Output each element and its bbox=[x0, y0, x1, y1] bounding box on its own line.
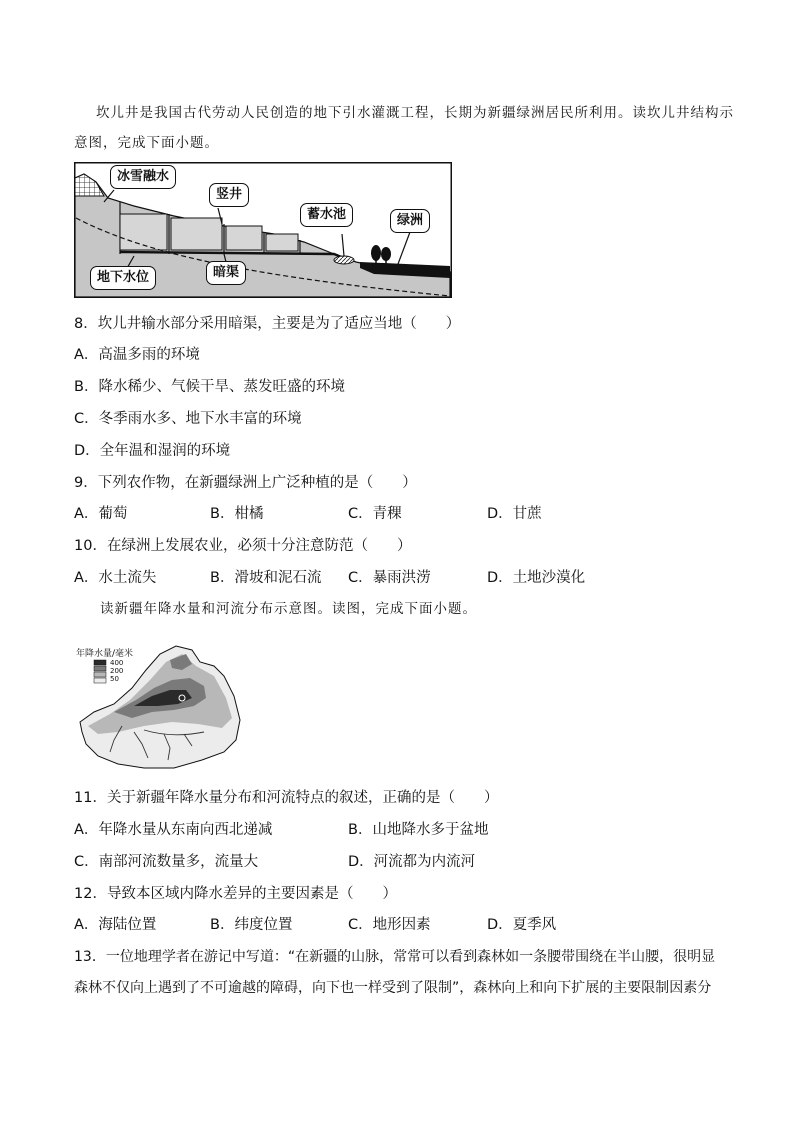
legend-swatch-50 bbox=[94, 672, 106, 677]
q12-option-d: D．夏季风 bbox=[487, 917, 557, 933]
q8-option-b: B．降水稀少、气候干旱、蒸发旺盛的环境 bbox=[74, 379, 345, 395]
question-8: 8．坎儿井输水部分采用暗渠，主要是为了适应当地（ ） bbox=[74, 316, 461, 332]
question-9: 9．下列农作物，在新疆绿洲上广泛种植的是（ ） bbox=[74, 475, 417, 491]
block-3 bbox=[226, 226, 262, 250]
q12-option-a: A．海陆位置 bbox=[74, 917, 157, 933]
label-reservoir: 蓄水池 bbox=[300, 203, 353, 227]
q11-option-d: D．河流都为内流河 bbox=[348, 854, 476, 870]
question-12: 12．导致本区域内降水差异的主要因素是（ ） bbox=[74, 886, 397, 902]
intro-2: 读新疆年降水量和河流分布示意图。读图，完成下面小题。 bbox=[100, 601, 477, 617]
intro-line-2: 意图，完成下面小题。 bbox=[74, 135, 219, 151]
q10-option-c: C．暴雨洪涝 bbox=[348, 570, 431, 586]
reservoir bbox=[334, 256, 354, 264]
karez-diagram bbox=[74, 162, 452, 298]
q8-option-d: D．全年温和湿润的环境 bbox=[74, 443, 231, 459]
legend-swatch-400 bbox=[94, 660, 106, 665]
legend-swatch-low bbox=[94, 678, 106, 683]
q9-option-d: D．甘蔗 bbox=[487, 506, 542, 522]
q10-option-a: A．水土流失 bbox=[74, 570, 157, 586]
legend-value-200: 200 bbox=[110, 667, 124, 675]
q9-option-a: A．葡萄 bbox=[74, 506, 128, 522]
precipitation-map bbox=[74, 640, 244, 772]
label-oasis: 绿洲 bbox=[390, 209, 430, 233]
legend-value-400: 400 bbox=[110, 659, 124, 667]
question-13-line-2: 森林不仅向上遇到了不可逾越的障碍，向下也一样受到了限制”，森林向上和向下扩展的主要限制因素分 bbox=[74, 980, 712, 996]
legend-title: 年降水量/毫米 bbox=[76, 649, 134, 659]
label-groundwater: 地下水位 bbox=[90, 266, 156, 290]
label-snowmelt: 冰雪融水 bbox=[110, 165, 176, 189]
question-11: 11．关于新疆年降水量分布和河流特点的叙述，正确的是（ ） bbox=[74, 790, 499, 806]
q8-option-c: C．冬季雨水多、地下水丰富的环境 bbox=[74, 411, 302, 427]
q10-option-d: D．土地沙漠化 bbox=[487, 570, 586, 586]
q12-option-b: B．纬度位置 bbox=[210, 917, 293, 933]
q11-option-c: C．南部河流数量多，流量大 bbox=[74, 854, 259, 870]
map-graphic bbox=[74, 640, 244, 772]
legend-swatch-200 bbox=[94, 666, 106, 671]
q9-option-b: B．柑橘 bbox=[210, 506, 264, 522]
q12-option-c: C．地形因素 bbox=[348, 917, 431, 933]
intro-line-1: 坎儿井是我国古代劳动人民创造的地下引水灌溉工程，长期为新疆绿洲居民所利用。读坎儿井结构示 bbox=[96, 105, 734, 121]
block-2 bbox=[171, 218, 222, 250]
label-shaft: 竖井 bbox=[209, 183, 249, 207]
q11-option-b: B．山地降水多于盆地 bbox=[348, 822, 489, 838]
block-4 bbox=[266, 234, 298, 251]
q9-option-c: C．青稞 bbox=[348, 506, 402, 522]
legend-value-50: 50 bbox=[110, 675, 119, 683]
label-channel: 暗渠 bbox=[206, 261, 246, 285]
question-13-line-1: 13．一位地理学者在游记中写道：“在新疆的山脉，常常可以看到森林如一条腰带围绕在半山腰，很明显 bbox=[74, 949, 716, 965]
q10-option-b: B．滑坡和泥石流 bbox=[210, 570, 322, 586]
q11-option-a: A．年降水量从东南向西北递减 bbox=[74, 822, 273, 838]
question-10: 10．在绿洲上发展农业，必须十分注意防范（ ） bbox=[74, 538, 412, 554]
q8-option-a: A．高温多雨的环境 bbox=[74, 347, 200, 363]
